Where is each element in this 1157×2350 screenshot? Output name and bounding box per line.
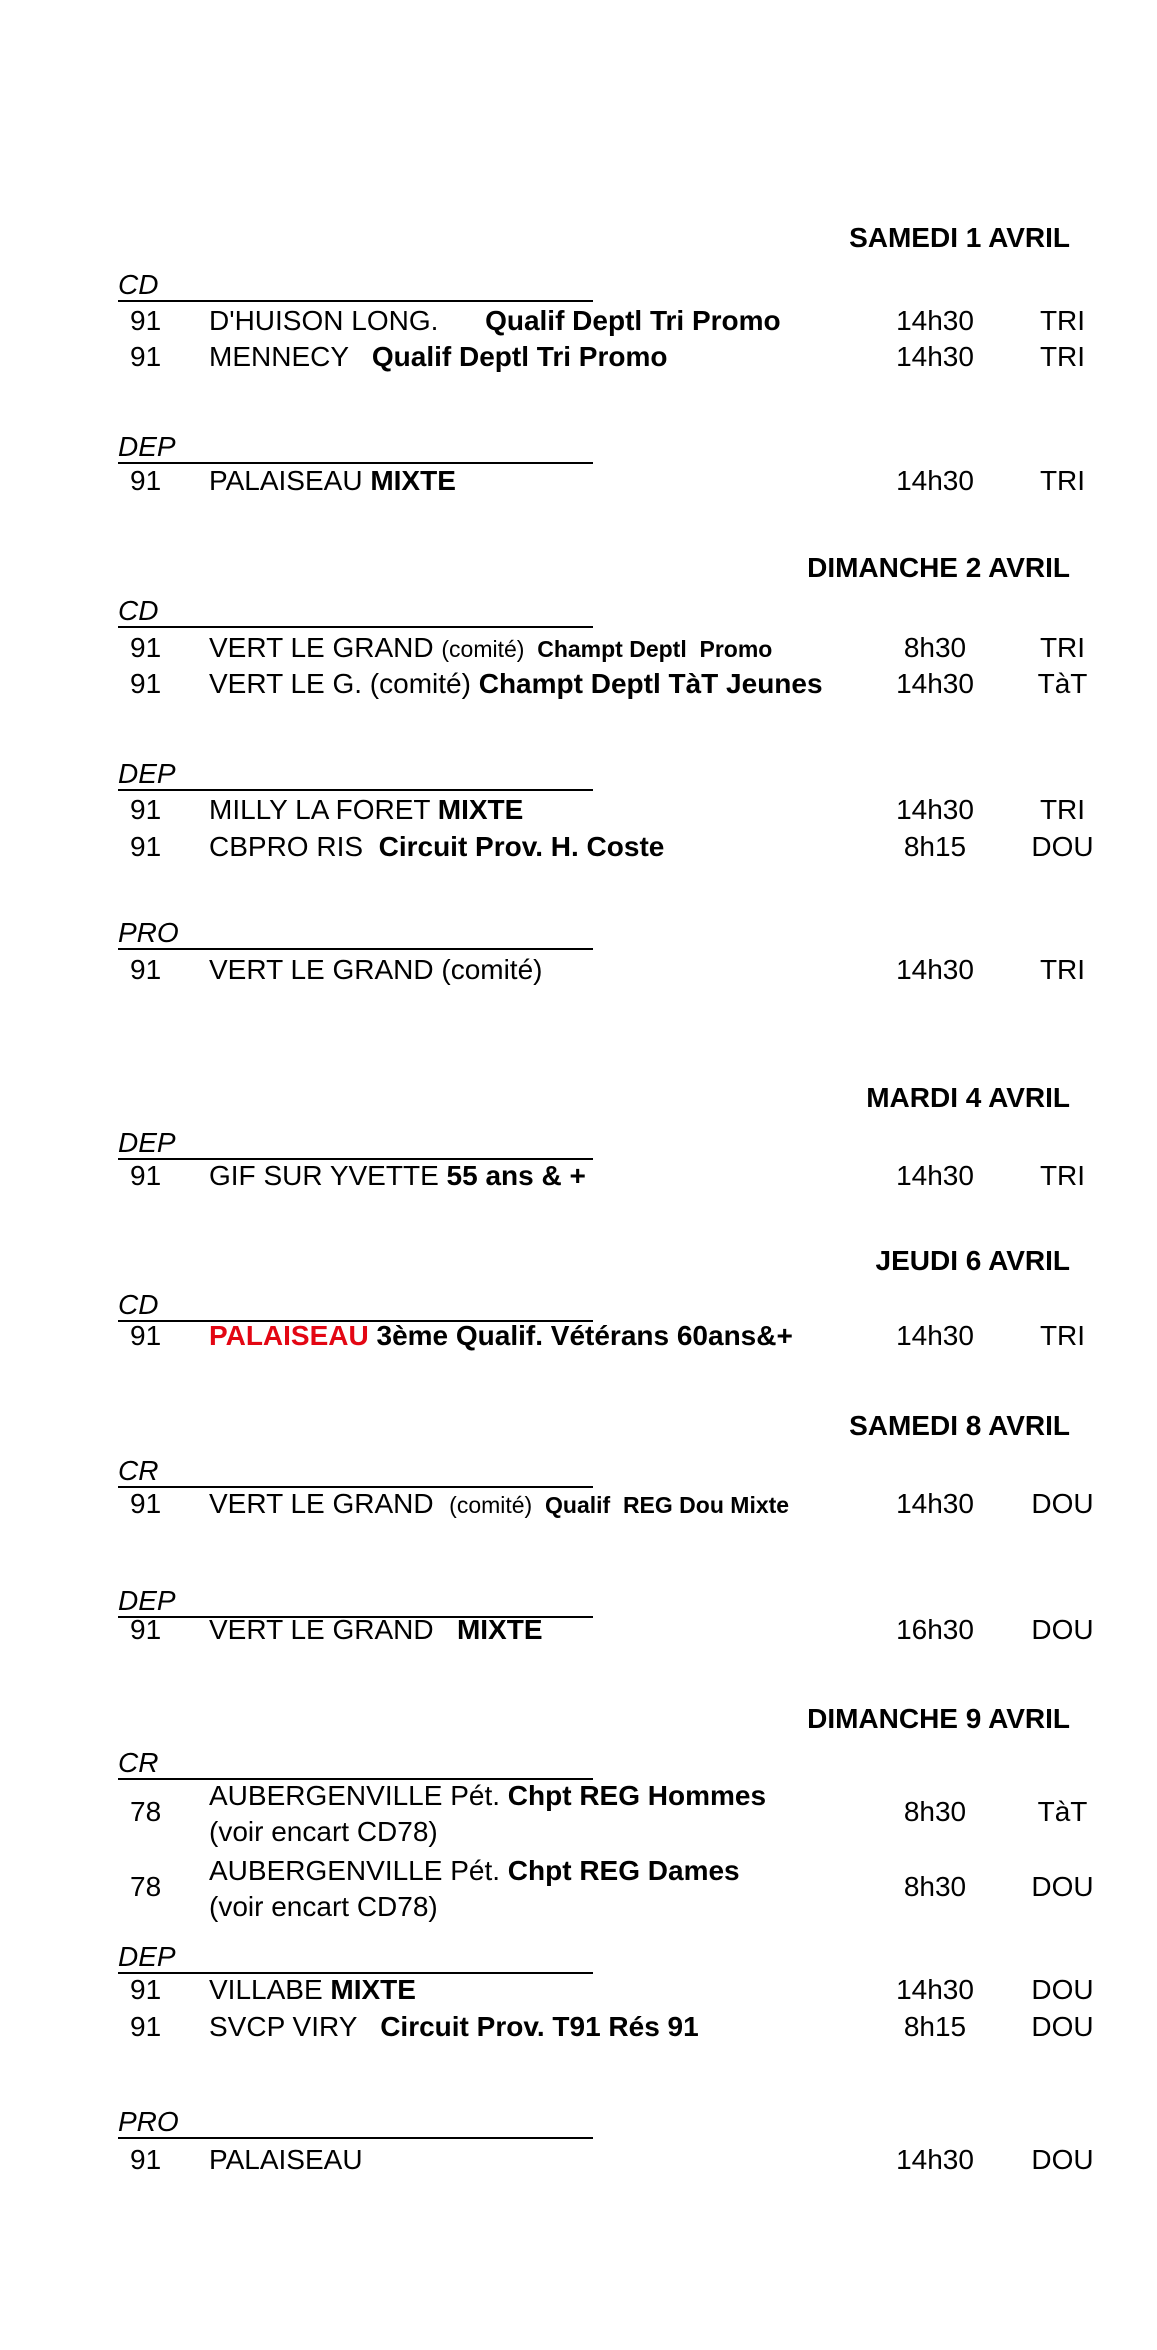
category-label: CD xyxy=(118,596,593,628)
event-text: CBPRO RIS xyxy=(209,831,379,862)
department-number: 91 xyxy=(130,1320,162,1351)
event-text: VERT LE GRAND xyxy=(209,632,442,663)
category-label: DEP xyxy=(118,432,593,464)
event-type: TRI xyxy=(1039,465,1086,496)
event-time: 8h30 xyxy=(903,1871,967,1902)
department-number: 91 xyxy=(130,2011,162,2042)
event-type: DOU xyxy=(1031,2144,1094,2175)
event-name xyxy=(209,794,523,826)
event-text: MIXTE xyxy=(370,465,456,496)
day-heading: MARDI 4 AVRIL xyxy=(866,1082,1070,1113)
event-type: TRI xyxy=(1039,1320,1086,1351)
event-text: Qualif Deptl Tri Promo xyxy=(371,341,668,372)
event-text: D'HUISON LONG. xyxy=(209,305,439,336)
event-text: Chpt REG Dames xyxy=(507,1855,740,1886)
event-text: GIF SUR YVETTE xyxy=(209,1160,447,1191)
event-note: (voir encart CD78) xyxy=(209,1816,438,1847)
event-type: TRI xyxy=(1039,632,1086,663)
department-number: 91 xyxy=(130,831,162,862)
event-type: DOU xyxy=(1031,831,1094,862)
event-text: VERT LE GRAND xyxy=(209,1488,450,1519)
event-type: TRI xyxy=(1039,1160,1086,1191)
event-text: PALAISEAU xyxy=(209,2144,363,2175)
event-type: TàT xyxy=(1037,668,1088,699)
event-text: Circuit Prov. T91 Rés 91 xyxy=(380,2011,699,2042)
department-number: 91 xyxy=(130,465,162,496)
event-text: Champt Deptl TàT Jeunes xyxy=(478,668,823,699)
event-text: Qualif REG Dou Mixte xyxy=(545,1492,790,1518)
department-number: 91 xyxy=(130,668,162,699)
department-number: 91 xyxy=(130,1488,162,1519)
department-number: 91 xyxy=(130,2144,162,2175)
event-text: AUBERGENVILLE Pét. xyxy=(209,1855,508,1886)
category-label: PRO xyxy=(118,2107,593,2139)
event-text: Circuit Prov. H. Coste xyxy=(378,831,665,862)
event-time: 8h30 xyxy=(903,1796,967,1827)
event-name xyxy=(209,1778,766,1850)
event-time: 14h30 xyxy=(896,954,974,985)
category-label: CD xyxy=(118,270,593,302)
event-time: 14h30 xyxy=(896,794,974,825)
event-name xyxy=(209,1160,586,1192)
event-time: 14h30 xyxy=(896,305,974,336)
event-name xyxy=(209,2144,363,2176)
event-name xyxy=(209,2011,699,2043)
event-type: TRI xyxy=(1039,794,1086,825)
event-time: 8h15 xyxy=(903,2011,967,2042)
department-number: 78 xyxy=(130,1796,162,1827)
category-label: DEP xyxy=(118,759,593,791)
event-name xyxy=(209,1488,789,1520)
day-heading: SAMEDI 8 AVRIL xyxy=(849,1410,1070,1441)
event-text: SVCP VIRY xyxy=(209,2011,381,2042)
event-type: TRI xyxy=(1039,305,1086,336)
day-heading: DIMANCHE 9 AVRIL xyxy=(807,1703,1070,1734)
department-number: 91 xyxy=(130,1160,162,1191)
department-number: 91 xyxy=(130,794,162,825)
event-time: 8h15 xyxy=(903,831,967,862)
event-time: 14h30 xyxy=(896,1320,974,1351)
event-time: 14h30 xyxy=(896,1974,974,2005)
category-label: DEP xyxy=(118,1586,593,1618)
category-label: CR xyxy=(118,1456,593,1488)
event-text: MENNECY xyxy=(209,341,372,372)
event-text: VILLABE xyxy=(209,1974,331,2005)
category-label: DEP xyxy=(118,1942,593,1974)
event-text: MIXTE xyxy=(456,1614,543,1645)
event-text: PALAISEAU xyxy=(209,1320,369,1351)
event-text: VERT LE G. (comité) xyxy=(209,668,479,699)
event-text: 3ème Qualif. Vétérans 60ans&+ xyxy=(368,1320,793,1351)
department-number: 78 xyxy=(130,1871,162,1902)
event-type: TRI xyxy=(1039,954,1086,985)
category-label: CR xyxy=(118,1748,593,1780)
event-name xyxy=(209,632,772,664)
event-text: MILLY LA FORET xyxy=(209,794,438,825)
event-time: 8h30 xyxy=(903,632,967,663)
department-number: 91 xyxy=(130,632,162,663)
event-time: 14h30 xyxy=(896,341,974,372)
category-label: DEP xyxy=(118,1128,593,1160)
event-text: Qualif Deptl Tri Promo xyxy=(485,305,781,336)
event-text xyxy=(438,305,485,336)
event-time: 14h30 xyxy=(896,1488,974,1519)
day-heading: JEUDI 6 AVRIL xyxy=(875,1245,1070,1276)
event-time: 14h30 xyxy=(896,1160,974,1191)
event-time: 16h30 xyxy=(896,1614,974,1645)
event-name xyxy=(209,831,664,863)
event-text: MIXTE xyxy=(437,794,524,825)
event-name xyxy=(209,465,456,497)
event-name xyxy=(209,668,823,700)
department-number: 91 xyxy=(130,1974,162,2005)
event-time: 14h30 xyxy=(896,668,974,699)
department-number: 91 xyxy=(130,341,162,372)
event-type: DOU xyxy=(1031,1871,1094,1902)
event-type: DOU xyxy=(1031,1488,1094,1519)
event-type: DOU xyxy=(1031,1974,1094,2005)
day-heading: SAMEDI 1 AVRIL xyxy=(849,222,1070,253)
event-text: (comité) xyxy=(441,636,538,662)
department-number: 91 xyxy=(130,1614,162,1645)
event-name xyxy=(209,1853,740,1925)
event-text: AUBERGENVILLE Pét. xyxy=(209,1780,508,1811)
event-text: (comité) xyxy=(449,1492,545,1518)
event-name xyxy=(209,1974,416,2006)
event-type: TàT xyxy=(1037,1796,1088,1827)
category-label: CD xyxy=(118,1290,593,1322)
event-time: 14h30 xyxy=(896,2144,974,2175)
event-time: 14h30 xyxy=(896,465,974,496)
event-type: DOU xyxy=(1031,1614,1094,1645)
day-heading: DIMANCHE 2 AVRIL xyxy=(807,552,1070,583)
event-text: PALAISEAU xyxy=(209,465,371,496)
event-name xyxy=(209,1614,543,1646)
event-type: TRI xyxy=(1039,341,1086,372)
category-label: PRO xyxy=(118,918,593,950)
department-number: 91 xyxy=(130,305,162,336)
event-text: VERT LE GRAND (comité) xyxy=(209,954,543,985)
event-name xyxy=(209,341,667,373)
event-text: MIXTE xyxy=(330,1974,416,2005)
event-text: Champt Deptl Promo xyxy=(537,636,773,662)
event-text: Chpt REG Hommes xyxy=(507,1780,767,1811)
event-text: 55 ans & + xyxy=(446,1160,586,1191)
event-type: DOU xyxy=(1031,2011,1094,2042)
event-name xyxy=(209,305,781,337)
event-text: VERT LE GRAND xyxy=(209,1614,457,1645)
event-name xyxy=(209,1320,793,1352)
event-name xyxy=(209,954,542,986)
event-note: (voir encart CD78) xyxy=(209,1891,438,1922)
department-number: 91 xyxy=(130,954,162,985)
